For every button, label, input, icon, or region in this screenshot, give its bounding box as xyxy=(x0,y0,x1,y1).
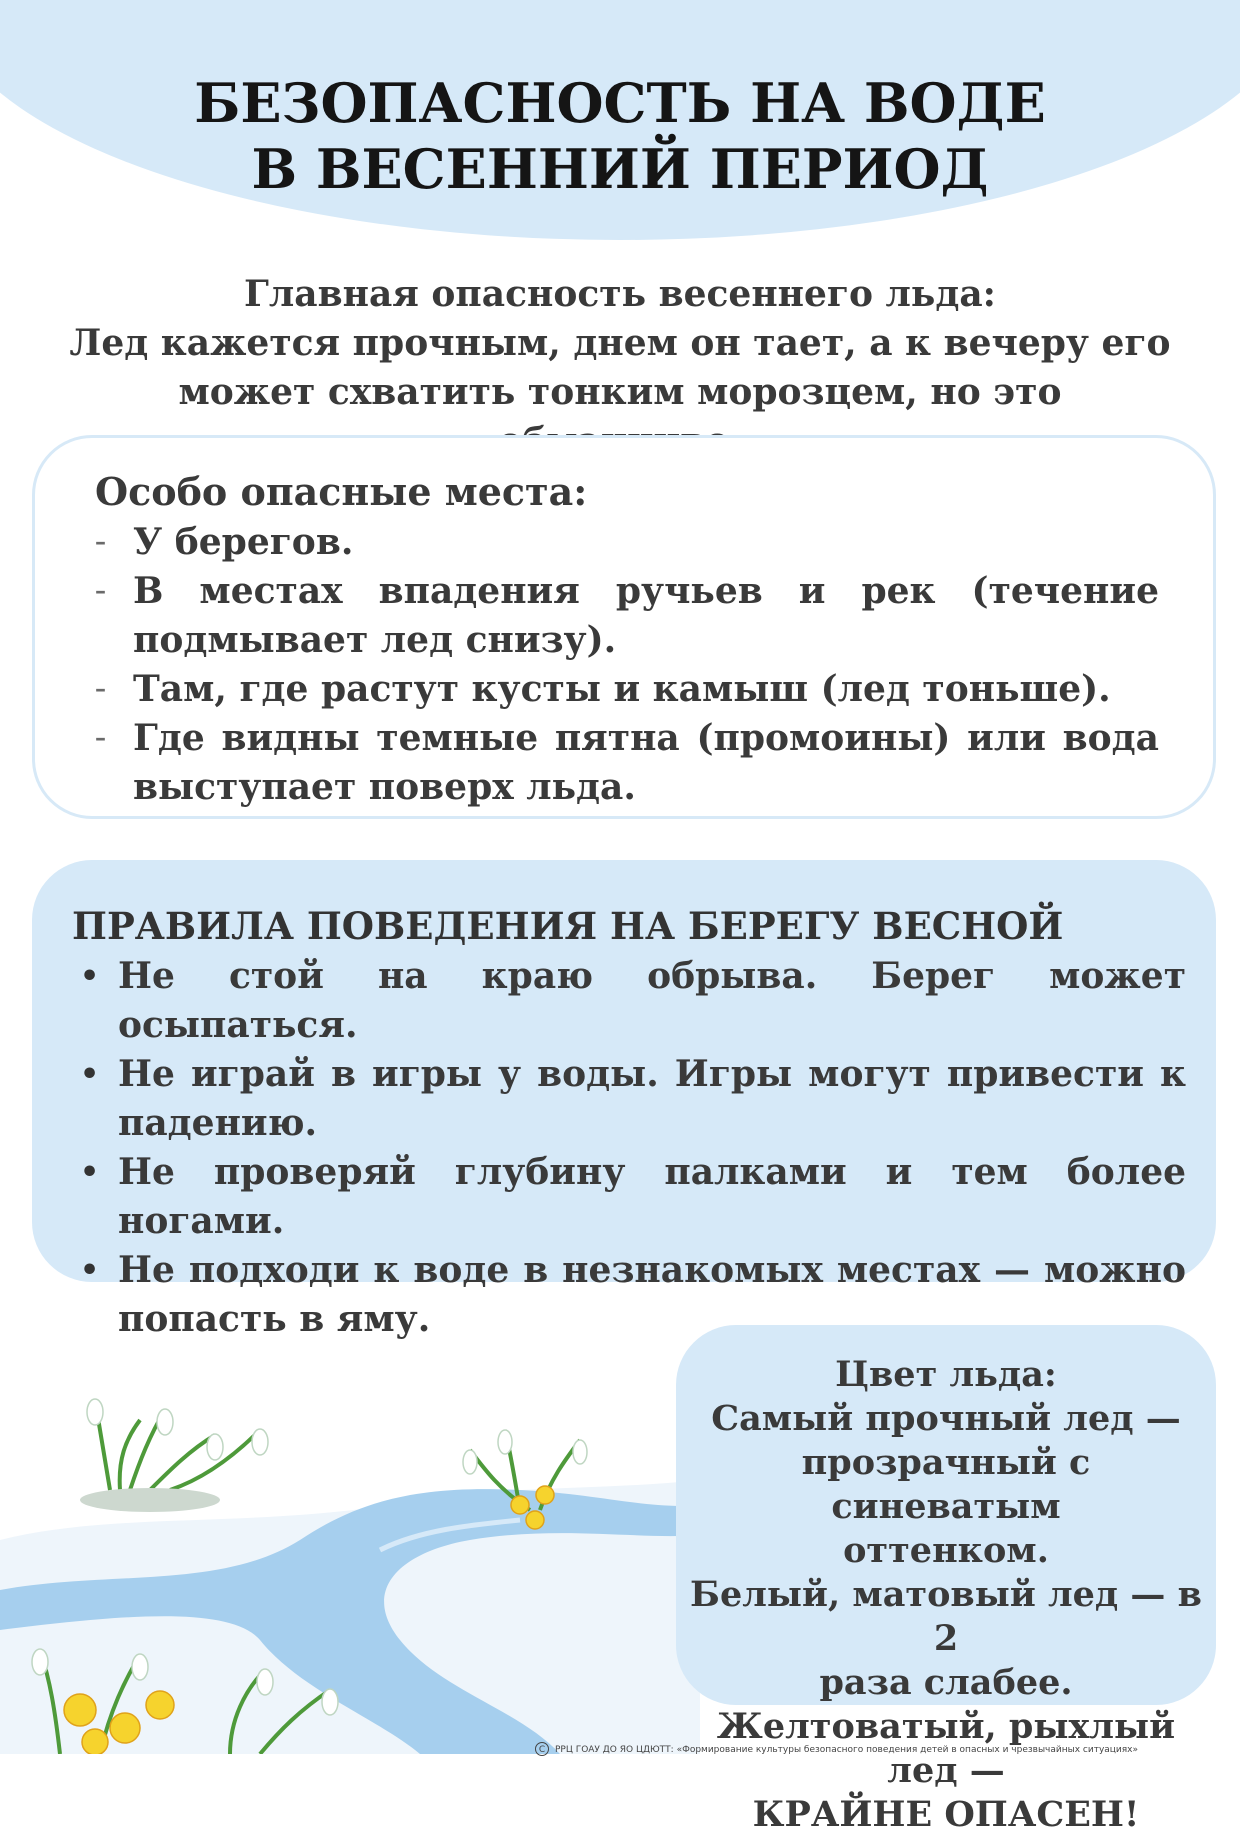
bullet-marker: • xyxy=(80,1253,100,1288)
rules-box xyxy=(32,860,1216,1340)
list-item: • Не подходи к воде в незнакомых местах — можно попасть в яму. xyxy=(80,1246,1186,1344)
ice-color-line: оттенком. xyxy=(843,1530,1049,1571)
dangerous-places-box xyxy=(32,435,1216,819)
title-line-2: В ВЕСЕННИЙ ПЕРИОД xyxy=(251,137,989,201)
ice-color-line: Самый прочный лед — xyxy=(711,1398,1181,1439)
spring-river-illustration xyxy=(0,1390,700,1754)
rules-heading: ПРАВИЛА ПОВЕДЕНИЯ НА БЕРЕГУ ВЕСНОЙ xyxy=(72,904,1064,948)
snowdrop-heads-left xyxy=(87,1399,268,1460)
dash-marker: – xyxy=(95,529,106,555)
list-item: • Не проверяй глубину палками и тем более ногами. xyxy=(80,1148,1186,1246)
bullet-marker: • xyxy=(80,1057,100,1092)
intro-text: Лед кажется прочным, днем он тает, а к вечеру его может схватить тонким морозцем, но это xyxy=(69,322,1171,413)
intro-heading: Главная опасность весеннего льда: xyxy=(244,273,996,315)
title-line-1: БЕЗОПАСНОСТЬ НА ВОДЕ xyxy=(194,71,1046,135)
ground-patch xyxy=(80,1488,220,1512)
copyright-icon: C xyxy=(535,1742,549,1756)
dash-marker: – xyxy=(95,725,106,751)
page-title xyxy=(0,70,1240,202)
list-item: – У берегов. xyxy=(95,518,1159,567)
ice-color-line: Желтоватый, рыхлый лед — xyxy=(716,1706,1176,1791)
rules-list xyxy=(80,952,1186,1344)
dash-marker: – xyxy=(95,578,106,604)
dangerous-places-heading: Особо опасные места: xyxy=(95,469,588,514)
dash-marker: – xyxy=(95,676,106,702)
snowdrop-flowers-left xyxy=(95,1400,260,1490)
list-item: • Не стой на краю обрыва. Берег может осыпаться. xyxy=(80,952,1186,1050)
ice-color-line: Белый, матовый лед — в 2 xyxy=(690,1574,1202,1659)
ice-color-warning: КРАЙНЕ ОПАСЕН! xyxy=(752,1794,1140,1835)
list-item: – Там, где растут кусты и камыш (лед тоньше). xyxy=(95,665,1159,714)
dangerous-places-list xyxy=(95,518,1159,812)
list-item: • Не играй в игры у воды. Игры могут привести к падению. xyxy=(80,1050,1186,1148)
bullet-marker: • xyxy=(80,959,100,994)
list-item: – Где видны темные пятна (промоины) или вода выступает поверх льда. xyxy=(95,714,1159,812)
list-item: – В местах впадения ручьев и рек (течение подмывает лед снизу). xyxy=(95,567,1159,665)
ice-color-line: прозрачный с синеватым xyxy=(801,1442,1091,1527)
ice-color-line: раза слабее. xyxy=(819,1662,1073,1703)
bullet-marker: • xyxy=(80,1155,100,1190)
footer-text: РРЦ ГОАУ ДО ЯО ЦДЮТТ: «Формирование культуры безопасного поведения детей в опасных и чрезвычайных ситуациях» xyxy=(555,1745,1139,1755)
ice-color-heading: Цвет льда: xyxy=(835,1354,1057,1395)
